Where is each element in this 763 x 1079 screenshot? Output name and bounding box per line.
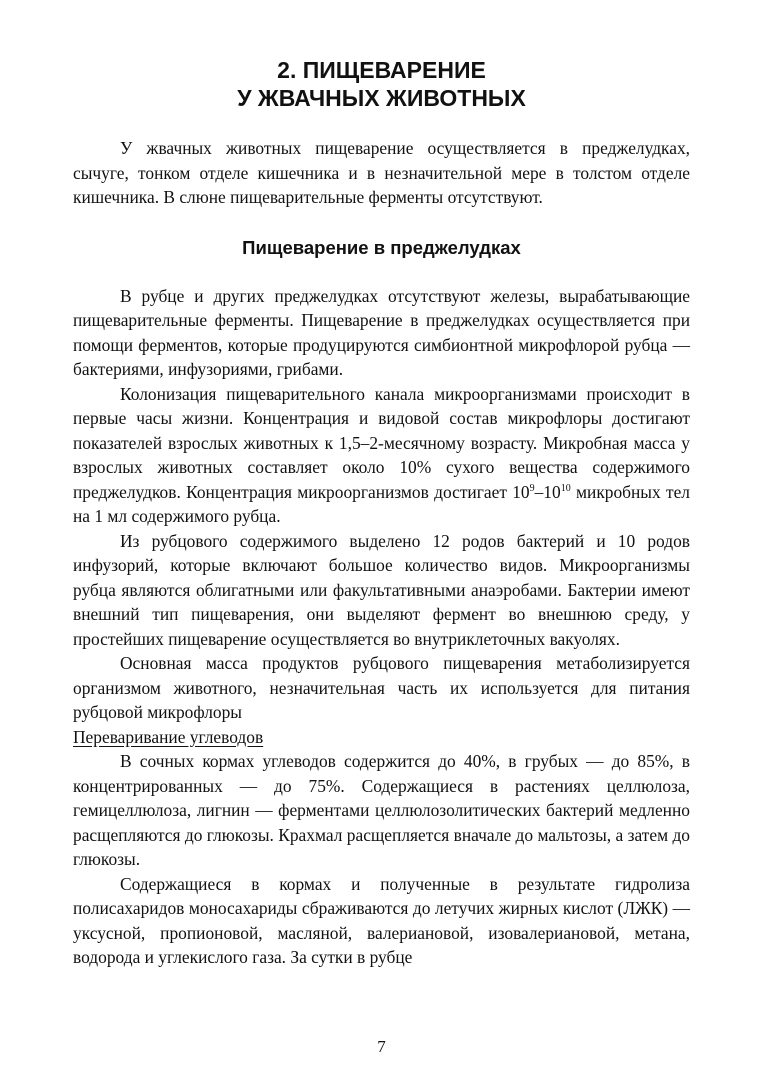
paragraph-fermentation: Содержащиеся в кормах и полученные в результате гидролиза полисахаридов моносахариды сбраживаются до летучих жирных кислот (ЛЖК) — уксусной, пропионовой, масляной, валериановой, изовалериановой, метана, водорода и углекислого газа. За сутки в рубце [73,873,690,967]
section-title: Пищеварение в преджелудках [242,236,521,258]
paragraph-bacteria-genera: Из рубцового содержимого выделено 12 родов бактерий и 10 родов инфузорий, которые включают большое количество видов. Микроорганизмы рубца являются облигатными или факультативными анаэробами. Бактерии имеют внешний тип пищеварения, они выделяют фермент во внешнюю среду, у простейших пищеварение осуществляется во внутриклеточных вакуолях. [73,530,690,649]
paragraph-colonization-text-3: микробных тел на 1 мл содержимого рубца. [73,481,690,526]
chapter-title [73,56,690,112]
paragraph-colonization-text-2: –10 [534,481,561,502]
exponent-10: 10 [560,482,571,494]
paragraph-metabolism: Основная масса продуктов рубцового пищеварения метаболизируется организмом животного, незначительная часть их используется для питания рубцовой микрофлоры [73,653,690,722]
page-body [73,56,690,970]
intro-paragraph: У жвачных животных пищеварение осуществляется в преджелудках, сычуге, тонком отделе кишечника и в незначительной мере в толстом отделе кишечника. В слюне пищеварительные ферменты отсутствуют. [73,138,690,207]
chapter-title-line-2: У ЖВАЧНЫХ ЖИВОТНЫХ [237,85,526,111]
chapter-title-line-1: 2. ПИЩЕВАРЕНИЕ [277,57,486,83]
exponent-9: 9 [529,482,535,494]
paragraph-carbohydrate-content: В сочных кормах углеводов содержится до 40%, в грубых — до 85%, в концентрированных — до 75%. Содержащиеся в растениях целлюлоза, гемицеллюлоза, лигнин — ферментами целлюлозолитических бактерий медленно расщепляются до глюкозы. Крахмал расщепляется вначале до мальтозы, а затем до глюкозы. [73,751,690,869]
paragraph-colonization-text-1: Колонизация пищеварительного канала микроорганизмами происходит в первые часы жизни. Концентрация и видовой состав микрофлоры достигают показателей взрослых животных к 1,5–2-месячному возрасту. Микробная масса у взрослых животных составляет около 10% сухого вещества содержимого преджелудков. Концентрация микроорганизмов достигает 10 [73,383,690,502]
subheading-carbohydrates-label: Переваривание углеводов [73,726,264,747]
paragraph-colonization [73,382,690,529]
page-number: 7 [377,1037,386,1056]
paragraph-rumen-enzymes: В рубце и других преджелудках отсутствуют железы, вырабатывающие пищеварительные ферменты. Пищеварение в преджелудках осуществляется при помощи ферментов, которые продуцируются симбионтной микрофлорой рубца — бактериями, инфузориями, грибами. [73,285,690,379]
subheading-carbohydrates [73,725,690,750]
